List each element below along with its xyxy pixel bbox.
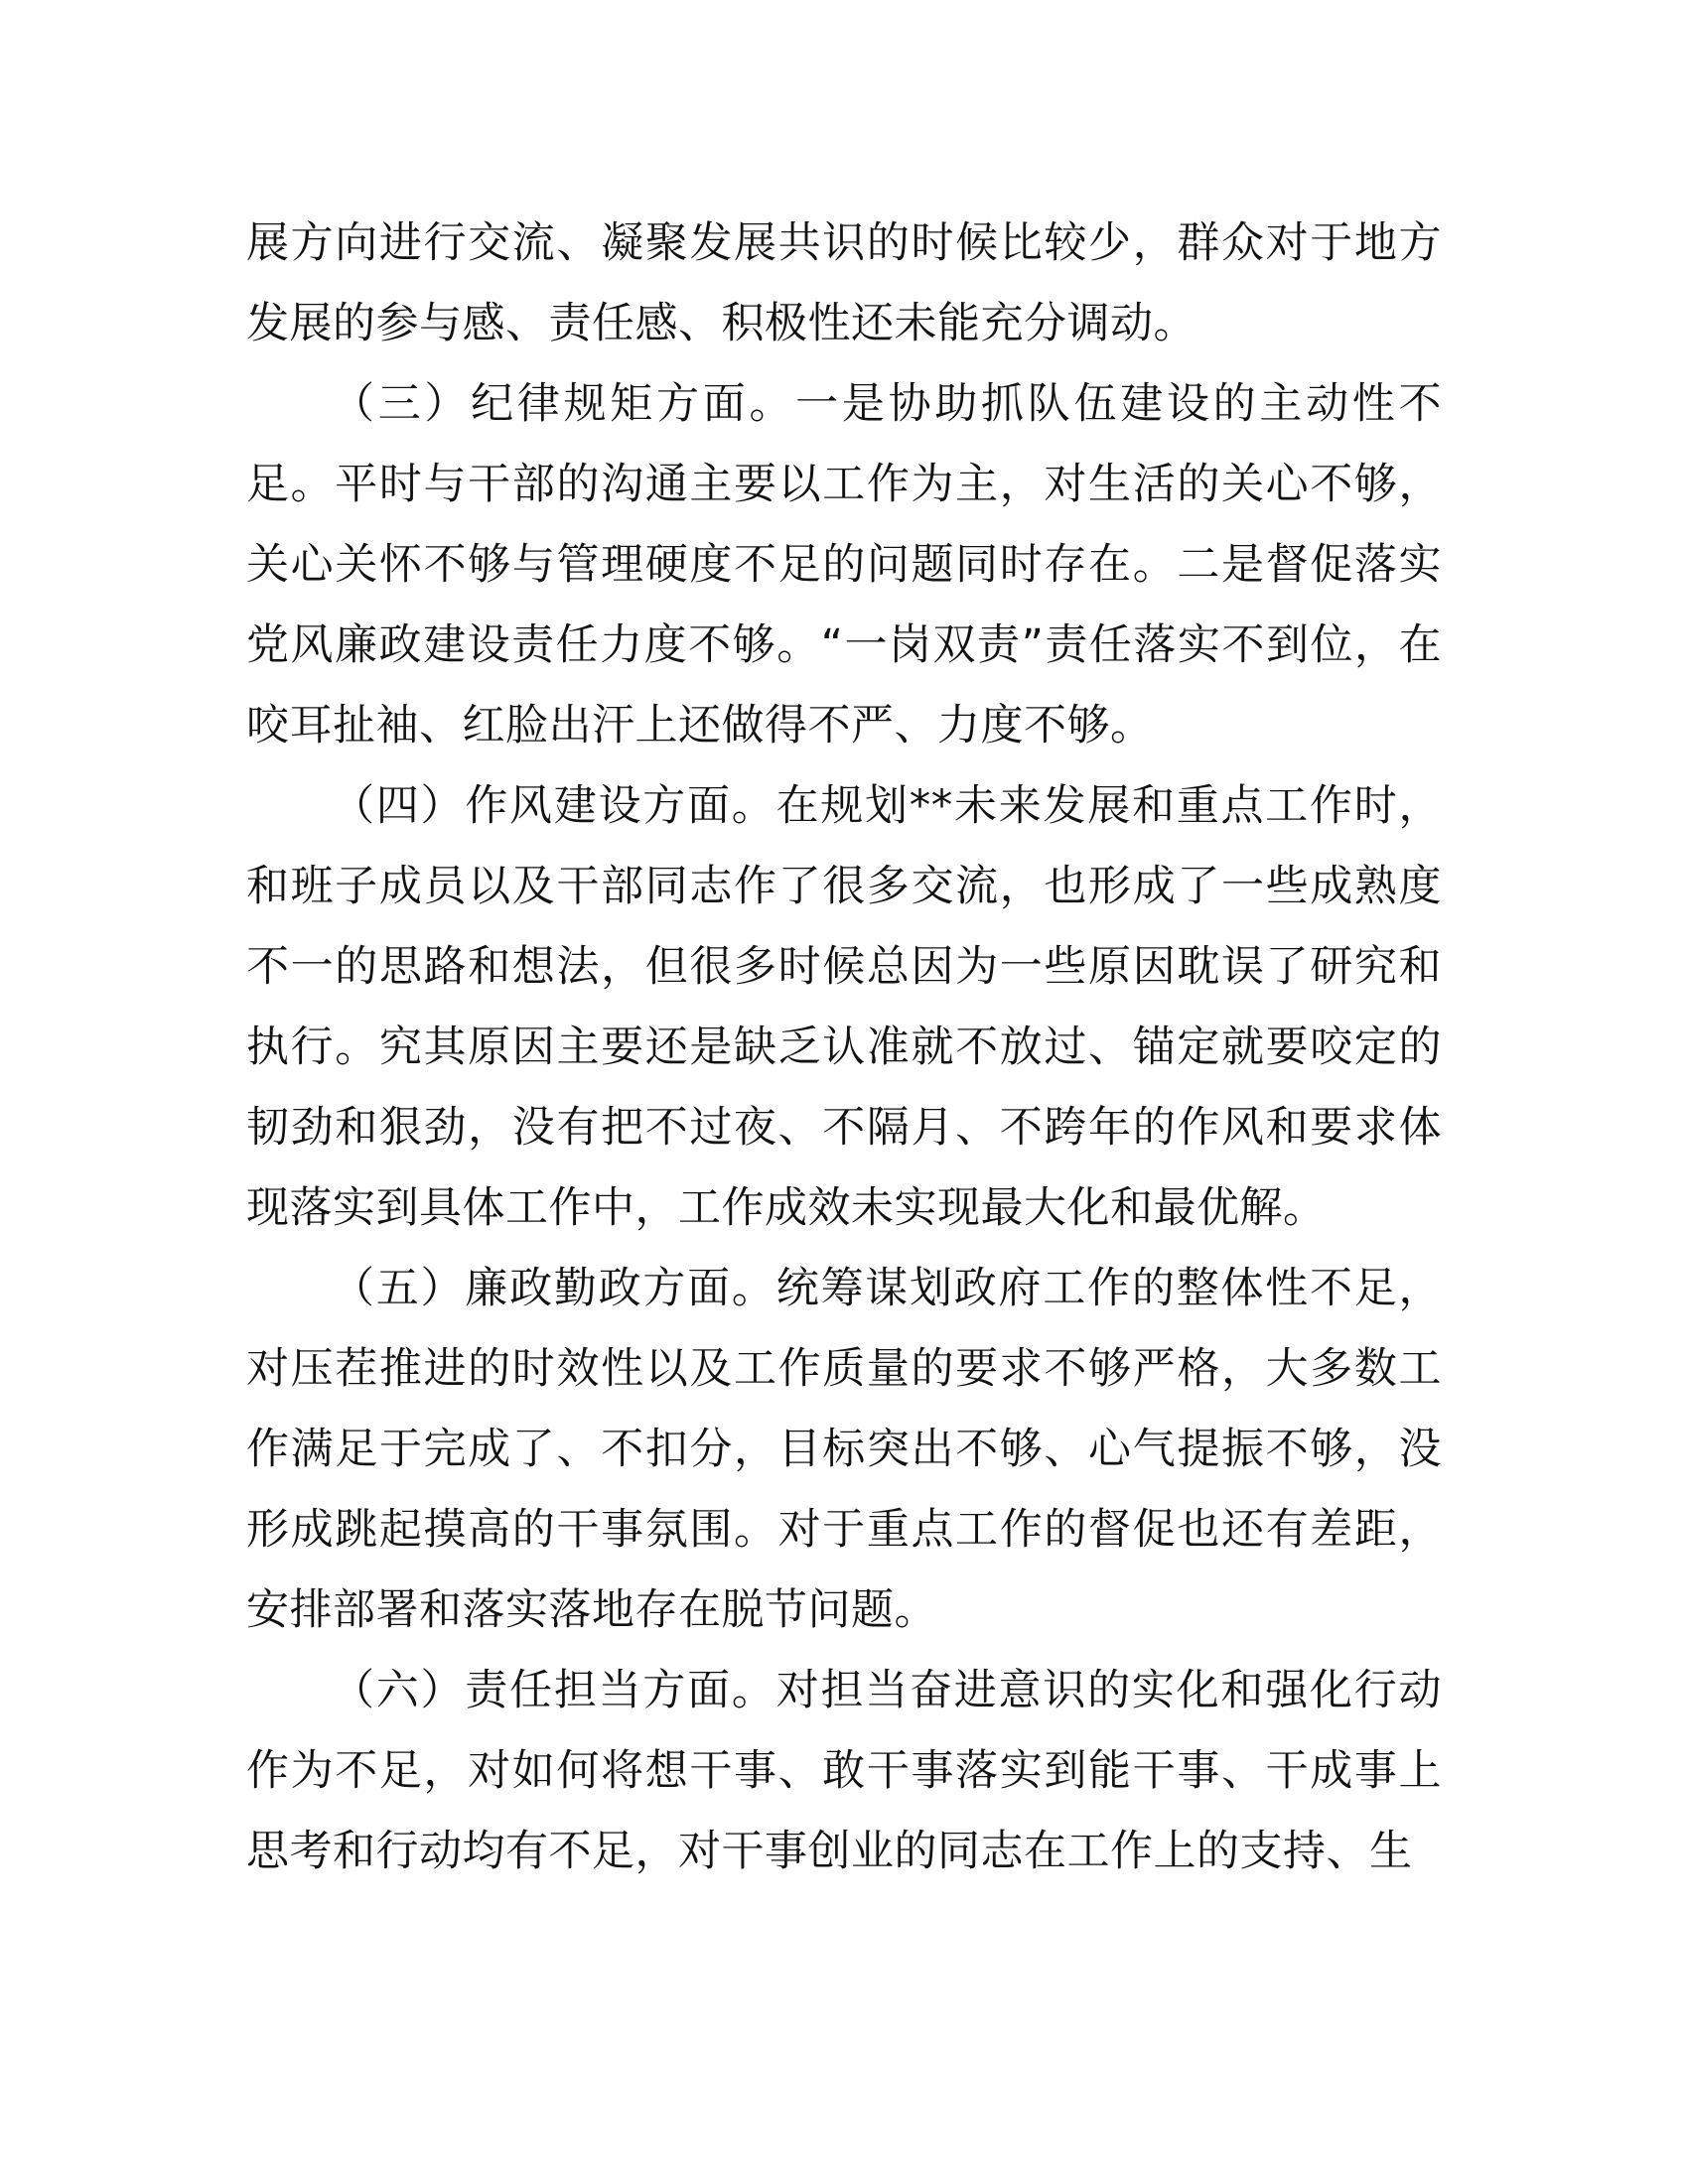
document-body	[246, 204, 1442, 1892]
paragraph-discipline: （三）纪律规矩方面。一是协助抓队伍建设的主动性不足。平时与干部的沟通主要以工作为主，对生活的关心不够，关心关怀不够与管理硬度不足的问题同时存在。二是督促落实党风廉政建设责任力度不够。“一岗双责”责任落实不到位，在咬耳扯袖、红脸出汗上还做得不严、力度不够。	[246, 379, 1442, 751]
paragraph-integrity: （五）廉政勤政方面。统筹谋划政府工作的整体性不足，对压茬推进的时效性以及工作质量的要求不够严格，大多数工作满足于完成了、不扣分，目标突出不够、心气提振不够，没形成跳起摸高的干事氛围。对于重点工作的督促也还有差距，安排部署和落实落地存在脱节问题。	[246, 1264, 1442, 1635]
paragraph-continuation: 展方向进行交流、凝聚发展共识的时候比较少，群众对于地方发展的参与感、责任感、积极性还未能充分调动。	[246, 218, 1442, 348]
paragraph-work-style: （四）作风建设方面。在规划**未来发展和重点工作时，和班子成员以及干部同志作了很多交流，也形成了一些成熟度不一的思路和想法，但很多时候总因为一些原因耽误了研究和执行。究其原因主要还是缺乏认准就不放过、锚定就要咬定的韧劲和狠劲，没有把不过夜、不隔月、不跨年的作风和要求体现落实到具体工作中，工作成效未实现最大化和最优解。	[246, 781, 1442, 1233]
paragraph-responsibility: （六）责任担当方面。对担当奋进意识的实化和强化行动作为不足，对如何将想干事、敢干事落实到能干事、干成事上思考和行动均有不足，对干事创业的同志在工作上的支持、生	[246, 1666, 1442, 1876]
